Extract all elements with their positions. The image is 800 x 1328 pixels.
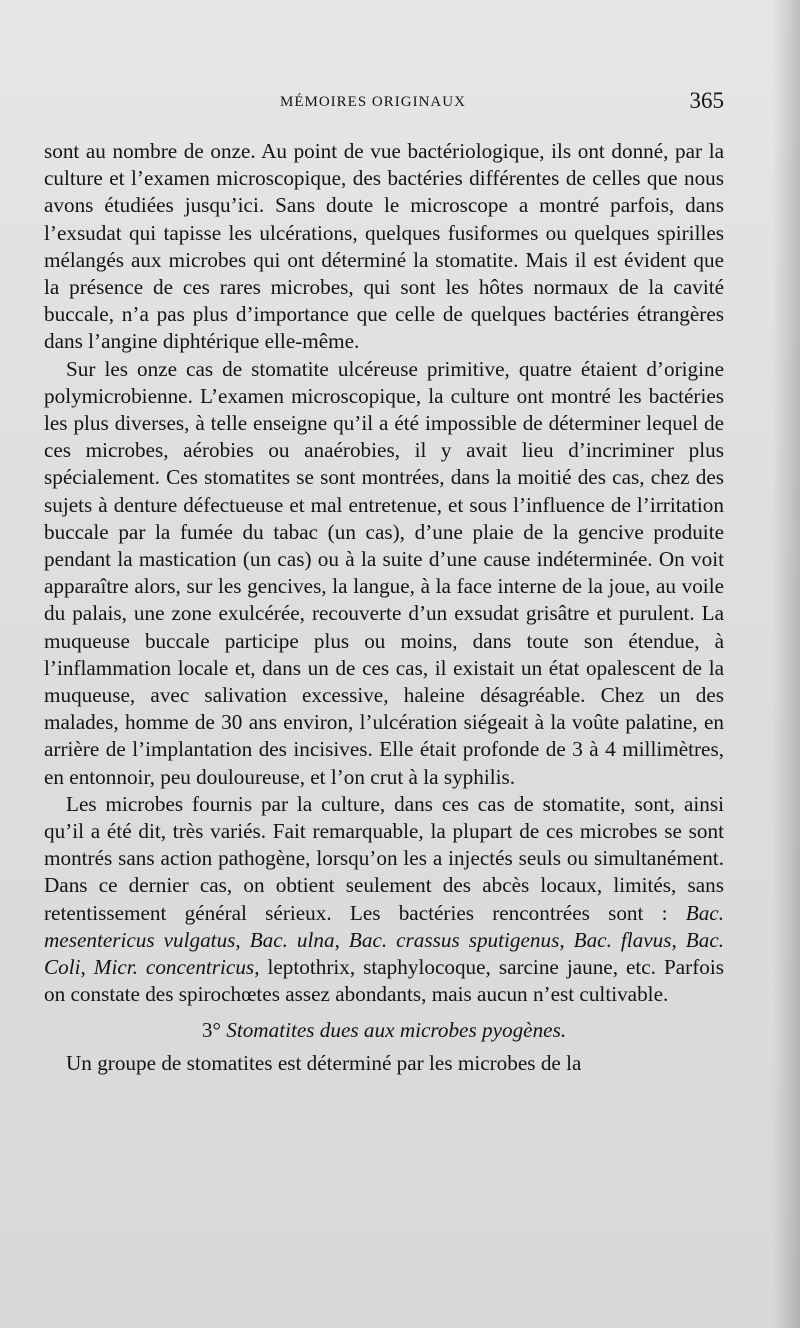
paragraph-cultured-microbes: Les microbes fournis par la culture, dans ces cas de stomatite, sont, ainsi qu’il a été dit, très variés. Fait remarquable, la plupart de ces microbes se sont montrés sans action pathogène, lorsqu’on les a injectés seuls ou simultanément. Dans ce dernier cas, on obtient seulement des abcès locaux, limités, sans retentissement général sérieux. Les bactéries rencontrées sont : Bac. mesentericus vulgatus, Bac. ulna, Bac. crassus sputigenus, Bac. flavus, Bac. Coli, Micr. concentricus, leptothrix, staphylocoque, sarcine jaune, etc. Parfois on constate des spirochœtes assez abondants, mais aucun n’est cultivable.: [44, 791, 725, 1007]
species-name: Bac. mesentericus vulgatus: [44, 900, 725, 952]
running-head: MÉMOIRES ORIGINAUX: [280, 94, 466, 110]
paragraph-continuation: sont au nombre de onze. Au point de vue bactériologique, ils ont donné, par la culture et l’examen microscopique, des bactéries différentes de celles que nous avons étudiées jusqu’ici. Sans doute le microscope a montré parfois, dans l’exsudat qui tapisse les ulcérations, quelques fusiformes ou quelques spirilles mélangés aux microbes qui ont déterminé la stomatite. Mais il est évident que la présence de ces rares microbes, qui sont les hôtes normaux de la cavité buccale, n’a pas plus d’importance que celle de quelques bactéries étrangères dans l’angine diphtérique elle-même.: [44, 139, 724, 354]
species-name: Bac. flavus: [573, 927, 672, 952]
body-text: [44, 138, 724, 1077]
paragraph-text: , leptothrix, staphylocoque, sarcine jaune, etc. Parfois on constate des spirochœtes assez abondants, mais aucun n’est cultivable.: [44, 955, 724, 1007]
paragraph-pyogenic-intro: Un groupe de stomatites est déterminé par les microbes de la: [66, 1050, 582, 1075]
species-name: Bac. ulna: [249, 927, 335, 952]
species-name: Bac. crassus sputigenus: [348, 927, 560, 952]
section-title: Stomatites dues aux microbes pyogènes.: [226, 1017, 567, 1042]
page-edge-shadow: [772, 0, 800, 1328]
paragraph-text: Les microbes fournis par la culture, dans ces cas de stomatite, sont, ainsi qu’il a été dit, très variés. Fait remarquable, la plupart de ces microbes se sont montrés sans action pathogène, lorsqu’on les a injectés seuls ou simultanément. Dans ce dernier cas, on obtient seulement des abcès locaux, limités, sans retentissement général sérieux. Les bactéries rencontrées sont :: [44, 791, 724, 925]
page-header: [48, 88, 724, 122]
page-number: 365: [689, 88, 724, 113]
section-heading: [44, 1017, 724, 1044]
species-name: Bac. Coli: [44, 927, 725, 980]
species-name: Micr. concentricus: [93, 955, 255, 980]
paragraph-polymicrobial-cases: Sur les onze cas de stomatite ulcéreuse primitive, quatre étaient d’origine polymicrobienne. L’examen microscopique, la culture ont montré les bactéries les plus diverses, à telle enseigne qu’il a été impossible de déterminer lequel de ces microbes, aérobies ou anaérobies, il y avait lieu d’incriminer plus spécialement. Ces stomatites se sont montrées, dans la moitié des cas, chez des sujets à denture défectueuse et mal entretenue, et sous l’influence de l’irritation buccale par la fumée du tabac (un cas), d’une plaie de la gencive produite pendant la mastication (un cas) ou à la suite d’une cause indéterminée. On voit apparaître alors, sur les gencives, la langue, à la face interne de la joue, au voile du palais, une zone exulcérée, recouverte d’un exsudat grisâtre et purulent. La muqueuse buccale participe plus ou moins, dans toute son étendue, à l’inflammation locale et, dans un de ces cas, il existait un état opalescent de la muqueuse, avec salivation excessive, haleine désagréable. Chez un des malades, homme de 30 ans environ, l’ulcération siégeait à la voûte palatine, en arrière de l’implantation des incisives. Elle était profonde de 3 à 4 millimètres, en entonnoir, peu douloureuse, et l’on crut à la syphilis.: [44, 356, 724, 789]
section-number: 3°: [201, 1017, 221, 1042]
